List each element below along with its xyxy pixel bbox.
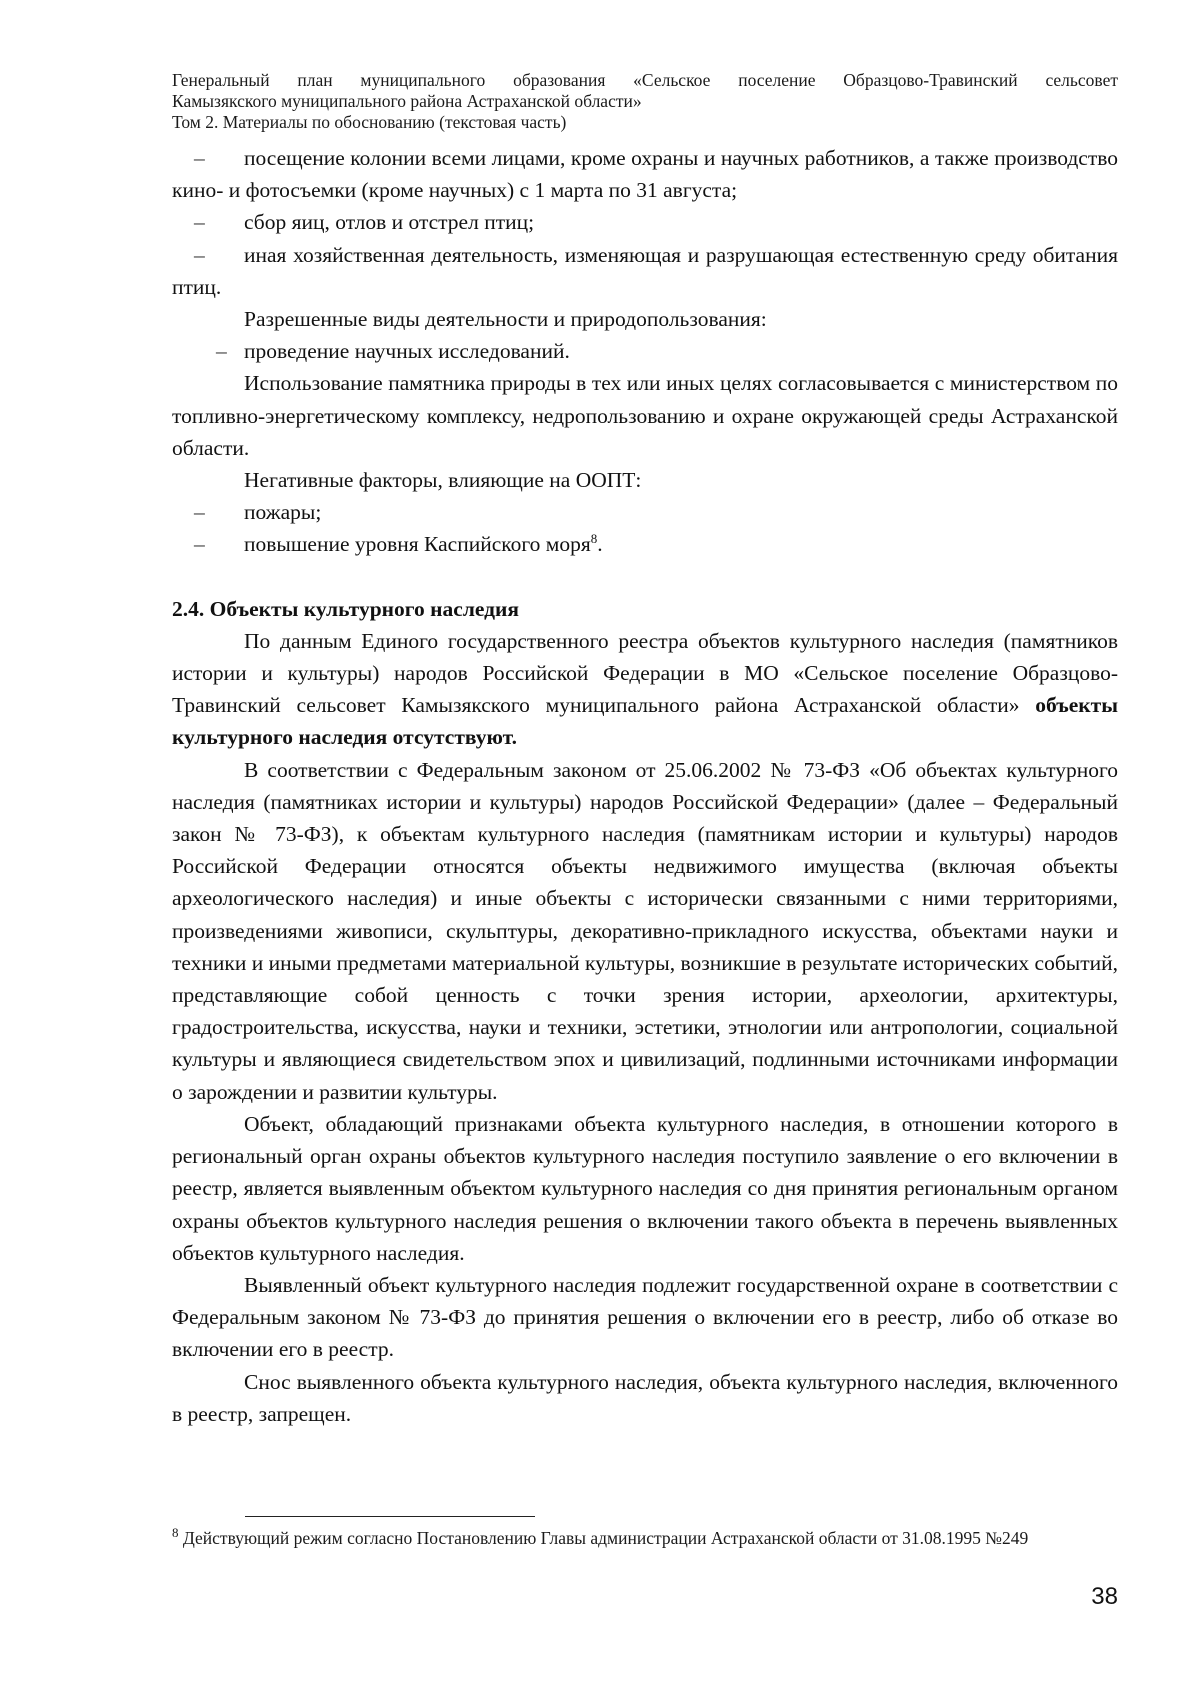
negative-factors-title: Негативные факторы, влияющие на ООПТ: xyxy=(244,468,642,493)
header-line-2: Камызякского муниципального района Астраханской области» xyxy=(172,91,642,111)
footnote-reference[interactable]: 8 xyxy=(590,531,598,547)
allowed-item-1-text: проведение научных исследований. xyxy=(244,339,570,364)
usage-paragraph: Использование памятника природы в тех или иных целях согласовывается с министерством по топливно-энергетическому комплексу, недропользованию и охране окружающей среды Астраханской области. xyxy=(172,371,1118,460)
dash-mark: – xyxy=(194,532,205,557)
negative-item-2-body: повышение уровня Каспийского моря xyxy=(244,532,591,557)
body-text xyxy=(172,142,1118,1430)
dash-mark: – xyxy=(216,339,227,364)
negative-item-1 xyxy=(172,496,1118,528)
header-line-1: Генеральный план муниципального образования «Сельское поселение Образцово-Травинский сельсовет xyxy=(172,70,1118,90)
header-line-3: Том 2. Материалы по обоснованию (текстовая часть) xyxy=(172,112,567,132)
prohibited-item-2-text: сбор яиц, отлов и отстрел птиц; xyxy=(244,210,535,235)
page-number: 38 xyxy=(1091,1583,1118,1610)
allowed-item-1 xyxy=(172,335,1118,367)
negative-item-1-text: пожары; xyxy=(244,500,322,525)
running-header xyxy=(172,70,1118,133)
footnote xyxy=(172,1525,1118,1549)
section-paragraph-5: Снос выявленного объекта культурного наследия, объекта культурного наследия, включенного в реестр, запрещен. xyxy=(172,1369,1118,1426)
section-paragraph-4: Выявленный объект культурного наследия подлежит государственной охране в соответствии с Федеральным законом № 73-ФЗ до принятия решения о включении его в реестр, либо об отказе во включении его в реестр. xyxy=(172,1272,1118,1362)
section-paragraph-1 xyxy=(172,625,1118,754)
prohibited-item-2 xyxy=(172,206,1118,238)
prohibited-item-1-text: посещение колонии всеми лицами, кроме охраны и научных работников, а также производство кино- и фотосъемки (кроме научных) с 1 марта по 31 августа; xyxy=(172,146,1118,203)
footnote-text: Действующий режим согласно Постановлению Главы администрации Астраханской области от 31.08.1995 №249 xyxy=(178,1528,1029,1548)
negative-item-2-end: . xyxy=(597,532,603,557)
negative-item-2-text xyxy=(244,528,1118,560)
dash-mark: – xyxy=(194,242,205,267)
negative-item-2 xyxy=(172,528,1118,560)
section-paragraph-1-bold: объекты культурного наследия отсутствуют. xyxy=(172,693,1119,750)
section-heading: 2.4. Объекты культурного наследия xyxy=(172,596,520,621)
prohibited-item-3 xyxy=(172,239,1118,303)
section-paragraph-1-text: По данным Единого государственного реестра объектов культурного наследия (памятников истории и культуры) народов Российской Федерации в МО «Сельское поселение Образцово-Травинский сельсовет Камызякского муниципального района Астраханской области» xyxy=(172,628,1118,718)
section-paragraph-3: Объект, обладающий признаками объекта культурного наследия, в отношении которого в региональный орган охраны объектов культурного наследия поступило заявление о его включении в реестр, является выявленным объектом культурного наследия со дня принятия региональным органом охраны объектов культурного наследия решения о включении такого объекта в перечень выявленных объектов культурного наследия. xyxy=(172,1111,1118,1265)
dash-mark: – xyxy=(194,500,205,525)
dash-mark: – xyxy=(194,210,205,235)
allowed-activities-title: Разрешенные виды деятельности и природопользования: xyxy=(244,307,767,332)
section-paragraph-2: В соответствии с Федеральным законом от 25.06.2002 № 73-ФЗ «Об объектах культурного наследия (памятниках истории и культуры) народов Российской Федерации» (далее – Федеральный закон № 73-ФЗ), к объектам культурного наследия (памятникам истории и культуры) народов Российской Федерации относятся объекты недвижимого имущества (включая объекты археологического наследия) и иные объекты с исторически связанными с ними территориями, произведениями живописи, скульптуры, декоративно-прикладного искусства, объектами науки и техники и иными предметами материальной культуры, возникшие в результате исторических событий, представляющие собой ценность с точки зрения истории, археологии, архитектуры, градостроительства, искусства, науки и техники, эстетики, этнологии или антропологии, социальной культуры и являющиеся свидетельством эпох и цивилизаций, подлинными источниками информации о зарождении и развитии культуры. xyxy=(172,757,1118,1104)
prohibited-item-1 xyxy=(172,142,1118,206)
footnote-number: 8 xyxy=(172,1525,179,1541)
footnote-separator xyxy=(245,1516,535,1517)
prohibited-item-3-text: иная хозяйственная деятельность, изменяющая и разрушающая естественную среду обитания птиц. xyxy=(172,242,1118,299)
dash-mark: – xyxy=(194,146,205,170)
